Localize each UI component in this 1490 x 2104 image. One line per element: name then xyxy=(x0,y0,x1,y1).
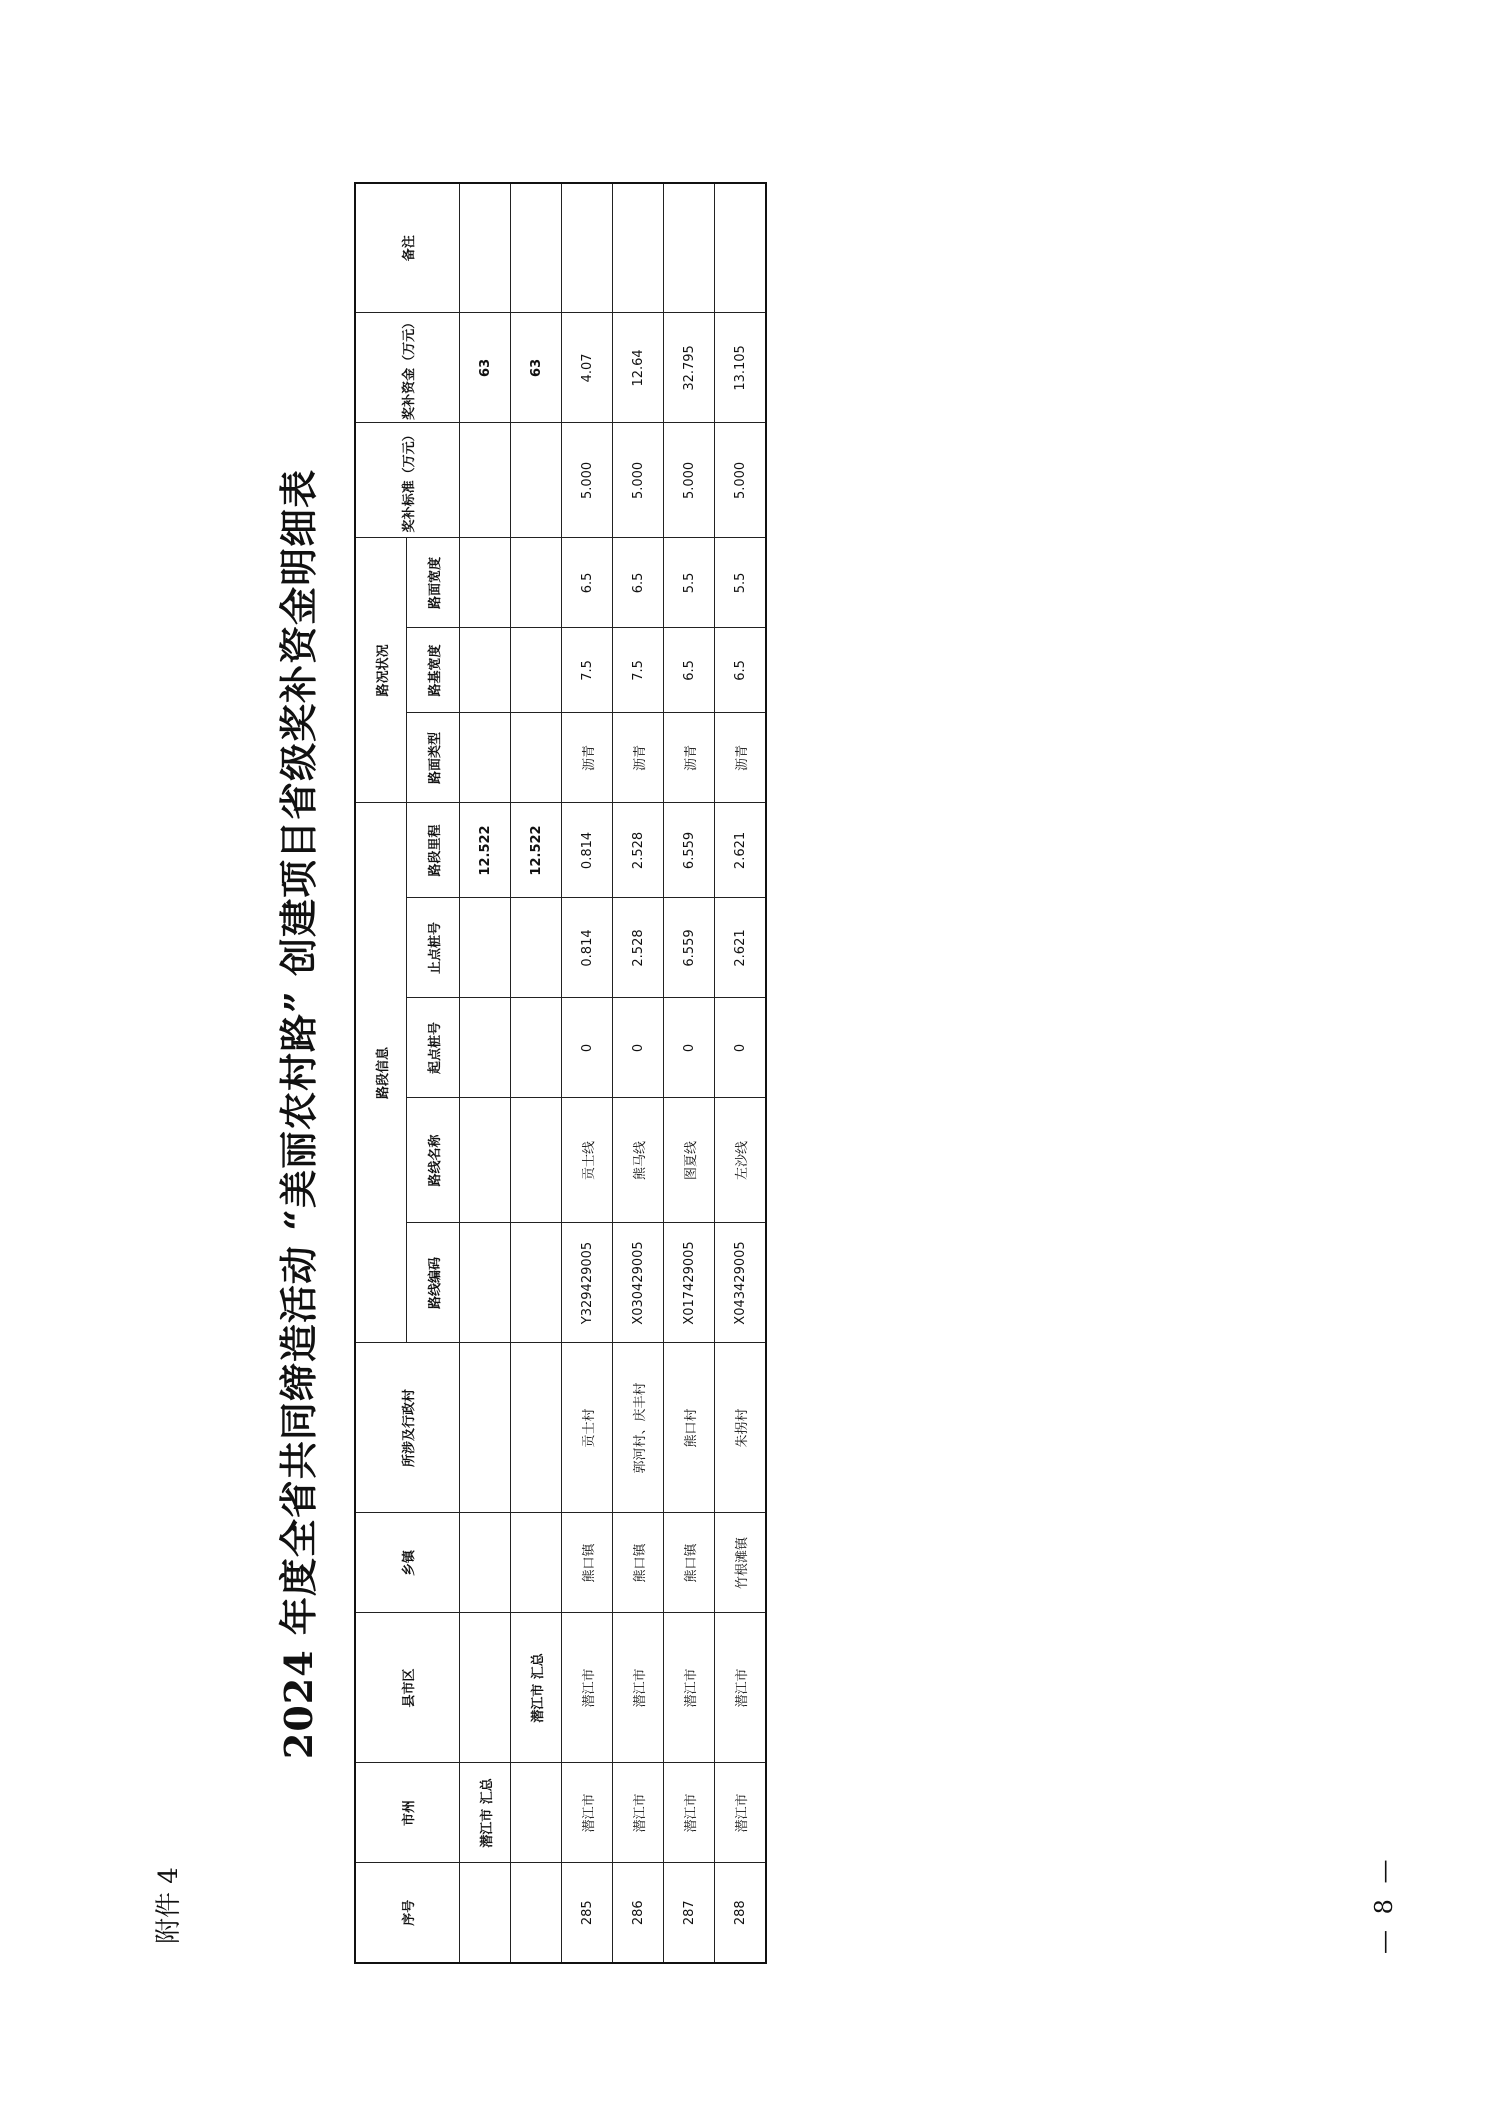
table-row xyxy=(511,183,562,1963)
cell-city: 潜江市 xyxy=(613,1763,664,1863)
cell-town xyxy=(460,1513,511,1613)
cell-seq: 286 xyxy=(613,1863,664,1963)
cell-remark xyxy=(460,183,511,313)
cell-village: 贡士村 xyxy=(562,1343,613,1513)
cell-village xyxy=(460,1343,511,1513)
cell-standard xyxy=(511,423,562,538)
header-city: 市州 xyxy=(355,1763,460,1863)
cell-county: 潜江市 xyxy=(715,1613,767,1763)
cell-road-name: 左沙线 xyxy=(715,1098,767,1223)
header-road-code: 路线编码 xyxy=(407,1223,460,1343)
cell-town: 熊口镇 xyxy=(613,1513,664,1613)
cell-road-name: 熊马线 xyxy=(613,1098,664,1223)
cell-seq: 288 xyxy=(715,1863,767,1963)
attachment-label: 附件 4 xyxy=(154,1867,184,1944)
cell-road-name xyxy=(460,1098,511,1223)
cell-city: 潜江市 xyxy=(715,1763,767,1863)
cell-standard xyxy=(460,423,511,538)
cell-road-code xyxy=(511,1223,562,1343)
cell-town: 熊口镇 xyxy=(664,1513,715,1613)
cell-standard: 5.000 xyxy=(613,423,664,538)
table-row xyxy=(664,183,715,1963)
table-row xyxy=(562,183,613,1963)
cell-funds: 32.795 xyxy=(664,313,715,423)
cell-funds: 4.07 xyxy=(562,313,613,423)
cell-start-stake: 0 xyxy=(613,998,664,1098)
cell-surface-width xyxy=(511,538,562,628)
header-town: 乡镇 xyxy=(355,1513,460,1613)
cell-city xyxy=(511,1763,562,1863)
header-surface-width: 路面宽度 xyxy=(407,538,460,628)
cell-village xyxy=(511,1343,562,1513)
cell-standard: 5.000 xyxy=(715,423,767,538)
header-mileage: 路段里程 xyxy=(407,803,460,898)
cell-surface-type: 沥青 xyxy=(562,713,613,803)
cell-county: 潜江市 xyxy=(664,1613,715,1763)
cell-road-code: Y329429005 xyxy=(562,1223,613,1343)
cell-surface-type xyxy=(511,713,562,803)
cell-mileage: 0.814 xyxy=(562,803,613,898)
cell-town: 竹根滩镇 xyxy=(715,1513,767,1613)
cell-surface-width xyxy=(460,538,511,628)
cell-surface-width: 6.5 xyxy=(613,538,664,628)
cell-remark xyxy=(715,183,767,313)
page-number: — 8 — xyxy=(1370,1855,1398,1954)
cell-road-code: X017429005 xyxy=(664,1223,715,1343)
header-village: 所涉及行政村 xyxy=(355,1343,460,1513)
cell-surface-type xyxy=(460,713,511,803)
cell-county xyxy=(460,1613,511,1763)
cell-roadbed-width: 6.5 xyxy=(664,628,715,713)
header-standard: 奖补标准（万元） xyxy=(355,423,460,538)
cell-roadbed-width: 6.5 xyxy=(715,628,767,713)
cell-town xyxy=(511,1513,562,1613)
cell-funds: 63 xyxy=(511,313,562,423)
cell-village: 郭河村、庆丰村 xyxy=(613,1343,664,1513)
header-road-status: 路况状况 xyxy=(355,538,407,803)
header-end-stake: 止点桩号 xyxy=(407,898,460,998)
document-title: 2024 年度全省共同缔造活动 “美丽农村路” 创建项目省级奖补资金明细表 xyxy=(276,468,321,1760)
cell-remark xyxy=(613,183,664,313)
cell-seq: 285 xyxy=(562,1863,613,1963)
header-remark: 备注 xyxy=(355,183,460,313)
header-road-info: 路段信息 xyxy=(355,803,407,1343)
header-funds: 奖补资金（万元） xyxy=(355,313,460,423)
cell-road-name xyxy=(511,1098,562,1223)
header-road-name: 路线名称 xyxy=(407,1098,460,1223)
cell-surface-type: 沥青 xyxy=(664,713,715,803)
cell-end-stake: 2.528 xyxy=(613,898,664,998)
header-county: 县市区 xyxy=(355,1613,460,1763)
header-row-group xyxy=(355,183,407,1963)
header-start-stake: 起点桩号 xyxy=(407,998,460,1098)
cell-start-stake: 0 xyxy=(562,998,613,1098)
cell-end-stake: 6.559 xyxy=(664,898,715,998)
cell-remark xyxy=(562,183,613,313)
cell-county: 潜江市 xyxy=(562,1613,613,1763)
cell-seq xyxy=(460,1863,511,1963)
cell-surface-width: 5.5 xyxy=(664,538,715,628)
cell-surface-width: 5.5 xyxy=(715,538,767,628)
cell-mileage: 2.528 xyxy=(613,803,664,898)
cell-surface-width: 6.5 xyxy=(562,538,613,628)
cell-mileage: 12.522 xyxy=(460,803,511,898)
cell-start-stake xyxy=(511,998,562,1098)
cell-standard: 5.000 xyxy=(664,423,715,538)
cell-roadbed-width: 7.5 xyxy=(562,628,613,713)
table-row xyxy=(460,183,511,1963)
cell-remark xyxy=(511,183,562,313)
cell-seq xyxy=(511,1863,562,1963)
cell-road-code xyxy=(460,1223,511,1343)
cell-roadbed-width xyxy=(511,628,562,713)
cell-seq: 287 xyxy=(664,1863,715,1963)
cell-village: 朱拐村 xyxy=(715,1343,767,1513)
cell-road-code: X043429005 xyxy=(715,1223,767,1343)
cell-road-name: 贡士线 xyxy=(562,1098,613,1223)
cell-road-code: X030429005 xyxy=(613,1223,664,1343)
cell-mileage: 12.522 xyxy=(511,803,562,898)
cell-start-stake: 0 xyxy=(664,998,715,1098)
cell-county: 潜江市 xyxy=(613,1613,664,1763)
cell-roadbed-width xyxy=(460,628,511,713)
cell-end-stake: 0.814 xyxy=(562,898,613,998)
cell-town: 熊口镇 xyxy=(562,1513,613,1613)
cell-end-stake xyxy=(511,898,562,998)
cell-city: 潜江市 xyxy=(664,1763,715,1863)
cell-standard: 5.000 xyxy=(562,423,613,538)
cell-remark xyxy=(664,183,715,313)
cell-funds: 63 xyxy=(460,313,511,423)
cell-village: 熊口村 xyxy=(664,1343,715,1513)
cell-funds: 12.64 xyxy=(613,313,664,423)
cell-surface-type: 沥青 xyxy=(715,713,767,803)
cell-surface-type: 沥青 xyxy=(613,713,664,803)
cell-county: 潜江市 汇总 xyxy=(511,1613,562,1763)
cell-funds: 13.105 xyxy=(715,313,767,423)
cell-mileage: 2.621 xyxy=(715,803,767,898)
table-row xyxy=(715,183,767,1963)
header-roadbed-width: 路基宽度 xyxy=(407,628,460,713)
cell-mileage: 6.559 xyxy=(664,803,715,898)
subsidy-detail-table xyxy=(354,182,767,1964)
cell-city: 潜江市 xyxy=(562,1763,613,1863)
cell-city: 潜江市 汇总 xyxy=(460,1763,511,1863)
cell-start-stake xyxy=(460,998,511,1098)
table-row xyxy=(613,183,664,1963)
cell-start-stake: 0 xyxy=(715,998,767,1098)
cell-road-name: 图夏线 xyxy=(664,1098,715,1223)
header-surface-type: 路面类型 xyxy=(407,713,460,803)
cell-roadbed-width: 7.5 xyxy=(613,628,664,713)
header-seq: 序号 xyxy=(355,1863,460,1963)
cell-end-stake: 2.621 xyxy=(715,898,767,998)
cell-end-stake xyxy=(460,898,511,998)
